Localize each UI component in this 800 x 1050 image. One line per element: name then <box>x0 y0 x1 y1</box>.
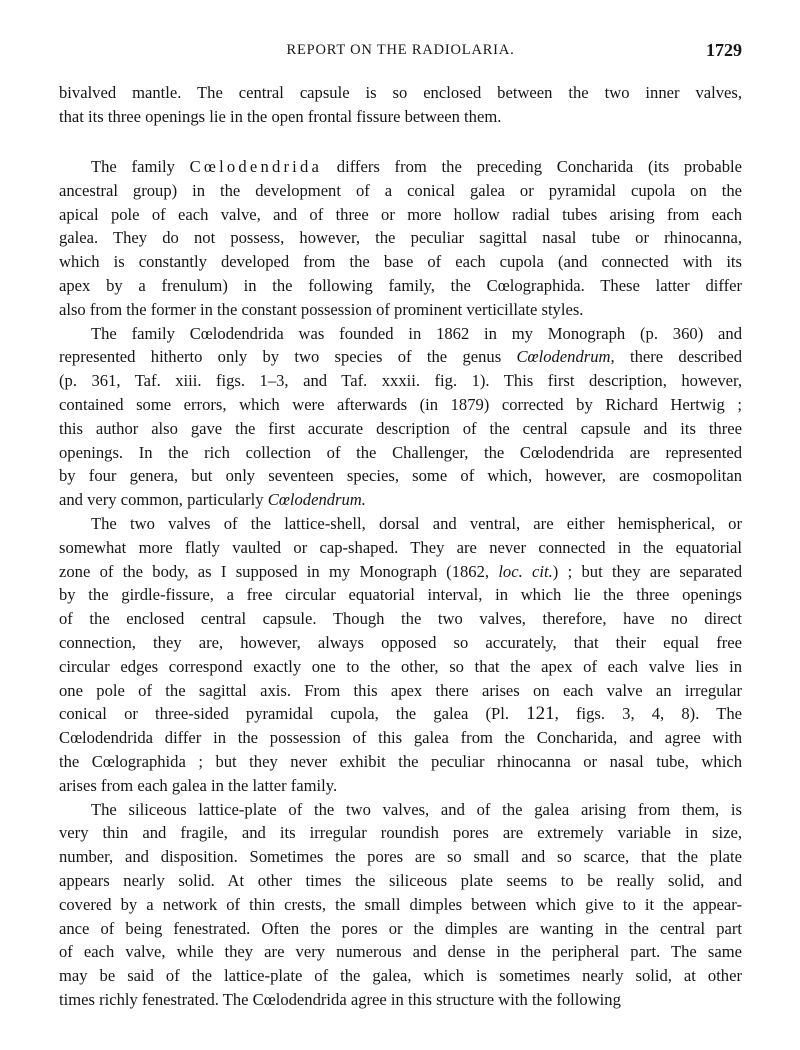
text-run: , figs. 3, 4, 8). The <box>554 704 742 724</box>
text-line <box>91 323 742 345</box>
text-run: that its three openings lie in the open frontal fissure between them. <box>59 106 502 126</box>
text-line <box>59 275 742 297</box>
text-line <box>91 513 742 535</box>
text-run: circular edges correspond exactly one to the other, so that the apex of each valve lies in <box>59 656 742 676</box>
text-line <box>91 156 742 178</box>
text-run: represented hitherto only by two species of the genus <box>59 347 517 367</box>
text-run: zone of the body, as I supposed in my Monograph (1862, <box>59 561 499 581</box>
text-line <box>59 918 742 940</box>
text-run: bivalved mantle. The central capsule is so enclosed between the two inner valves, <box>59 83 742 102</box>
text-run: covered by a network of thin crests, the small dimples between which give to it the appear- <box>59 894 742 914</box>
text-line <box>59 703 742 725</box>
text-line <box>59 894 742 916</box>
text-run: which is constantly developed from the base of each cupola (and connected with its <box>59 252 742 272</box>
text-run: The siliceous lattice-plate of the two valves, and of the galea arising from them, is <box>91 799 742 819</box>
text-line <box>59 846 742 868</box>
text-run: and very common, particularly <box>59 490 268 510</box>
text-line <box>59 394 742 416</box>
text-line <box>59 227 742 249</box>
text-run: ance of being fenestrated. Often the pores or the dimples are wanting in the central part <box>59 918 742 938</box>
running-title: REPORT ON THE RADIOLARIA. <box>286 42 515 58</box>
text-run: ancestral group) in the development of a conical galea or pyramidal cupola on the <box>59 180 742 200</box>
text-run: very thin and fragile, and its irregular roundish pores are extremely variable in size, <box>59 823 742 843</box>
text-run: also from the former in the constant possession of prominent verticillate styles. <box>59 299 584 319</box>
text-run: may be said of the lattice-plate of the galea, which is sometimes nearly solid, at other <box>59 966 742 986</box>
text-run: this author also gave the first accurate description of the central capsule and its three <box>59 418 742 438</box>
text-run: times richly fenestrated. The Cœlodendrida agree in this structure with the following <box>59 990 621 1009</box>
text-run: Cœlodendrida differ in the possession of this galea from the Concharida, and agree with <box>59 728 742 748</box>
text-line <box>59 727 742 749</box>
text-line <box>59 442 742 464</box>
text-run: somewhat more flatly vaulted or cap-shaped. They are never connected in the equatorial <box>59 537 742 557</box>
plate-number: 121 <box>526 703 555 725</box>
text-run: arises from each galea in the latter family. <box>59 775 338 795</box>
text-line <box>59 751 742 773</box>
text-run: there described <box>614 347 742 367</box>
text-line <box>59 418 742 440</box>
text-run: connection, they are, however, always opposed so accurately, that their equal free <box>59 633 742 652</box>
page-number: 1729 <box>706 40 742 60</box>
text-line <box>59 965 742 987</box>
text-line <box>59 537 742 559</box>
text-run: conical or three-sided pyramidal cupola, the galea (Pl. <box>59 704 527 724</box>
italic-text: Cœlodendrum. <box>267 490 366 510</box>
text-run: the Cœlographida ; but they never exhibit the peculiar rhinocanna or nasal tube, which <box>59 752 742 771</box>
text-line <box>59 106 742 128</box>
text-line <box>59 370 742 392</box>
text-line <box>59 632 742 654</box>
text-line <box>59 656 742 678</box>
text-run: contained some errors, which were afterwards (in 1879) corrected by Richard Hertwig ; <box>59 395 742 414</box>
text-run: one pole of the sagittal axis. From this apex there arises on each valve an irregular <box>59 680 742 700</box>
text-line <box>59 346 742 368</box>
text-line <box>59 489 742 511</box>
italic-text: Cœlodendrum, <box>516 347 615 367</box>
text-line <box>59 251 742 273</box>
text-line <box>59 941 742 963</box>
text-run: The two valves of the lattice-shell, dorsal and ventral, are either hemispherical, or <box>91 514 742 533</box>
spaced-text: Cœlodendrida <box>189 157 323 176</box>
text-run: The family Cœlodendrida was founded in 1862 in my Monograph (p. 360) and <box>91 323 742 343</box>
text-line <box>91 799 742 821</box>
running-header <box>59 40 742 62</box>
text-run: of each valve, while they are very numerous and dense in the peripheral part. The same <box>59 942 742 962</box>
text-line <box>59 989 742 1011</box>
text-run: differs from the preceding Concharida (its probable <box>322 157 742 176</box>
text-run: The family <box>91 157 190 176</box>
text-line <box>59 822 742 844</box>
text-run: ) ; but they are separated <box>552 561 742 581</box>
text-line <box>59 561 742 583</box>
text-run: galea. They do not possess, however, the peculiar sagittal nasal tube or rhinocanna, <box>59 228 742 248</box>
text-line <box>59 775 742 797</box>
text-line <box>59 299 742 321</box>
text-line <box>59 180 742 202</box>
text-line <box>59 608 742 630</box>
text-run: by four genera, but only seventeen species, some of which, however, are cosmopolitan <box>59 466 742 486</box>
text-run: appears nearly solid. At other times the siliceous plate seems to be really solid, and <box>59 871 742 890</box>
text-line <box>59 204 742 226</box>
text-line <box>59 680 742 702</box>
text-run: by the girdle-fissure, a free circular equatorial interval, in which lie the three openings <box>59 585 742 605</box>
text-run: apical pole of each valve, and of three or more hollow radial tubes arising from each <box>59 204 742 224</box>
text-line <box>59 870 742 892</box>
text-run: number, and disposition. Sometimes the pores are so small and so scarce, that the plate <box>59 847 742 867</box>
text-line <box>59 82 742 104</box>
text-line <box>59 584 742 606</box>
text-run: apex by a frenulum) in the following family, the Cœlographida. These latter differ <box>59 276 742 295</box>
text-run: openings. In the rich collection of the Challenger, the Cœlodendrida are represented <box>59 442 742 462</box>
italic-text: loc. cit. <box>498 561 553 581</box>
text-run: (p. 361, Taf. xiii. figs. 1–3, and Taf. xxxii. fig. 1). This first description, however, <box>59 371 742 391</box>
text-line <box>59 465 742 487</box>
text-run: of the enclosed central capsule. Though the two valves, therefore, have no direct <box>59 609 742 629</box>
